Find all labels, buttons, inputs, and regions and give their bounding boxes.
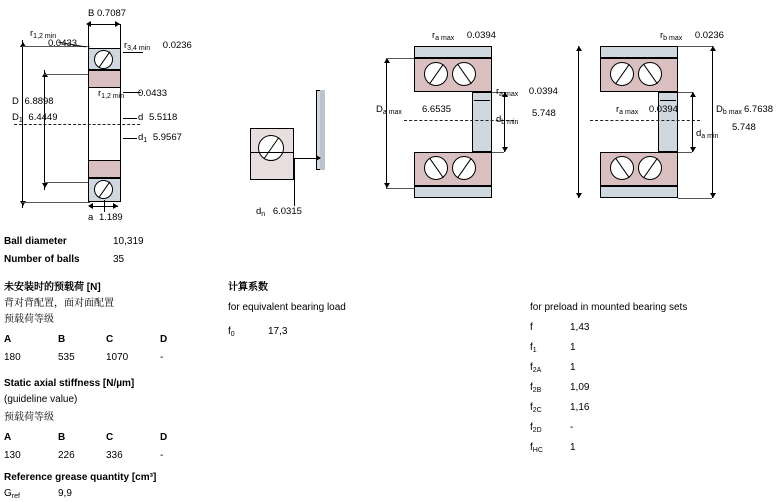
calc-f2B-value: 1,09 [570, 382, 590, 393]
fig3-leader-ra-top [440, 46, 460, 47]
preload-val-D: - [160, 352, 164, 363]
calc-f2A-value: 1 [570, 362, 576, 373]
ext-line-D1 [44, 70, 45, 190]
inner-ring-lower [88, 160, 121, 178]
fig3-label-Da-max: $D_{a max}$ [376, 104, 402, 116]
stiffness-col-B: B [58, 432, 66, 443]
fig4-housing-bottom [600, 186, 678, 198]
fig3-ball-2-slash [457, 64, 472, 84]
stiffness-title: Static axial stiffness [N/µm] [4, 378, 135, 389]
label-r34-min: $r_{3,4 min}$ 0.0236 [124, 40, 192, 52]
calc-f1-value: 1 [570, 342, 576, 353]
label-r12-min-top-value: 0.0433 [48, 38, 78, 49]
calc-f0-value: 17,3 [268, 326, 288, 337]
fig4-ball-4-slash [643, 158, 658, 178]
stiffness-class-label: 预载荷等级 [4, 412, 54, 423]
spec-ball-diameter [4, 236, 67, 247]
fig3-ball-3-slash [429, 158, 444, 178]
stiffness-val-D: - [160, 450, 164, 461]
preload-class-label: 预载荷等级 [4, 314, 54, 325]
preload-title: 未安装时的预载荷 [N] [4, 282, 101, 293]
fig4-witness-Db-top [678, 46, 712, 47]
arrow-a-right [113, 203, 118, 209]
fig4-dim-da [692, 92, 693, 152]
fig3-shaft-block [472, 92, 492, 152]
fig4-ball-3-slash [615, 158, 630, 178]
calc-equivalent-heading: for equivalent bearing load [228, 302, 346, 313]
fig4-witness-da-top [678, 92, 692, 93]
label-B: B 0.7087 [88, 8, 127, 19]
fig4-witness-da-bottom [678, 152, 692, 153]
arrow-D1-bottom [42, 183, 48, 188]
number-of-balls-label: Number of balls [4, 254, 80, 265]
fig3-label-Da-max-value: 6.6535 [422, 104, 452, 115]
fig3-ball-3 [424, 156, 448, 180]
witness-top-d1 [44, 74, 92, 75]
stiffness-val-B: 226 [58, 450, 75, 461]
grease-value: 9,9 [58, 488, 72, 499]
fig4-dim-left [578, 46, 579, 198]
calc-f2D-label: $f_{2D}$ [530, 422, 542, 434]
fig3-label-ra-max-inner: $r_{a max}$ 0.0394 [496, 86, 558, 98]
calc-f0-label: $f_0$ [228, 326, 235, 338]
label-r12-min-inner: $r_{1,2 min}$ [98, 88, 125, 100]
fig4-arrow-left-bottom [576, 193, 582, 198]
stiffness-col-A: A [4, 432, 12, 443]
fig4-center-line [590, 120, 700, 121]
fig4-leader-rb-top [626, 46, 646, 47]
ball-diameter-label: Ball diameter [4, 236, 67, 247]
fig3-witness-Da-bottom [386, 188, 414, 189]
calc-f2C-label: $f_{2C}$ [530, 402, 542, 414]
grease-title: Reference grease quantity [cm³] [4, 472, 157, 483]
preload-val-C: 1070 [106, 352, 129, 363]
stiffness-col-C: C [106, 432, 114, 443]
stiffness-subtitle: (guideline value) [4, 394, 78, 405]
ball-slash-upper [98, 51, 110, 67]
fig3-housing-bottom [414, 186, 492, 198]
ball-diameter-value: 10,319 [113, 236, 144, 247]
fig4-witness-Db-bottom [678, 198, 712, 199]
calc-f1-label: $f_1$ [530, 342, 537, 354]
fig4-shaft-block [658, 92, 678, 152]
witness-bottom-d1 [44, 182, 92, 183]
leader-d1 [123, 138, 137, 139]
ball-upper [94, 50, 113, 69]
fig2-ext-dn [294, 158, 295, 206]
label-r12-min-inner-value: 0.0433 [138, 88, 168, 99]
fig4-ball-4 [638, 156, 662, 180]
fig3-witness-db-bottom [492, 152, 504, 153]
ext-B-right [120, 24, 121, 48]
fig4-ball-3 [610, 156, 634, 180]
label-dn: $d_n$ 6.0315 [256, 206, 302, 218]
fig3-label-ra-max-top: $r_{a max}$ 0.0394 [432, 30, 496, 42]
label-r12-min-top: $r_{1,2 min}$ [30, 28, 57, 40]
number-of-balls-value: 35 [113, 254, 125, 265]
ball-lower [94, 180, 113, 199]
fig4-ball-1 [610, 62, 634, 86]
calc-f2A-label: $f_{2A}$ [530, 362, 542, 374]
preload-col-D: D [160, 334, 168, 345]
label-d1: $d_1$ 5.9567 [138, 132, 182, 144]
fig3-housing-top [414, 46, 492, 58]
fig4-label-rb-max: $r_{b max}$ 0.0236 [660, 30, 724, 42]
label-D1: $D_1$ 6.4449 [12, 112, 58, 124]
calc-f2C-value: 1,16 [570, 402, 590, 413]
stiffness-val-C: 336 [106, 450, 123, 461]
fig3-ball-4-slash [457, 158, 472, 178]
label-D: D 6.8898 [12, 96, 54, 107]
fig3-ball-2 [452, 62, 476, 86]
arrow-a-left [88, 203, 93, 209]
calc-f-value: 1,43 [570, 322, 590, 333]
fig3-label-db-min: $d_{b min}$ [496, 114, 519, 126]
ball-slash-lower [98, 181, 110, 197]
calc-f2B-label: $f_{2B}$ [530, 382, 542, 394]
fig3-label-db-min-value: 5.748 [532, 108, 556, 119]
fig4-ball-2 [638, 62, 662, 86]
leader-d [123, 118, 137, 119]
fig3-ball-1 [424, 62, 448, 86]
fig4-label-da-min: $d_{a min}$ [696, 128, 719, 140]
calc-factors-title: 计算系数 [228, 282, 268, 293]
witness-bottom-outer [22, 202, 90, 203]
stiffness-col-D: D [160, 432, 168, 443]
fig4-housing-top [600, 46, 678, 58]
grease-label: $G_{ref}$ [4, 488, 20, 500]
fig4-ball-1-slash [615, 64, 630, 84]
fig4-label-da-min-value: 5.748 [732, 122, 756, 133]
calc-f2D-value: - [570, 422, 574, 433]
preload-col-C: C [106, 334, 114, 345]
fig3-leader-ra-inner [474, 100, 490, 101]
calc-fHC-value: 1 [570, 442, 576, 453]
preload-col-A: A [4, 334, 12, 345]
fig2-ball-slash [264, 137, 280, 159]
preload-val-B: 535 [58, 352, 75, 363]
calc-preload-heading: for preload in mounted bearing sets [530, 302, 688, 313]
preload-subtitle: 背对背配置，面对面配置 [4, 298, 114, 309]
fig4-leader-ra-inner [660, 100, 676, 101]
preload-val-A: 180 [4, 352, 21, 363]
fig4-arrow-left-top [576, 46, 582, 51]
label-d: d 5.5118 [138, 112, 178, 123]
fig4-label-Db-max: $D_{b max}$ [716, 104, 742, 116]
fig4-ball-2-slash [643, 64, 658, 84]
stiffness-val-A: 130 [4, 450, 21, 461]
preload-col-B: B [58, 334, 66, 345]
calc-f-label: f [530, 322, 533, 333]
fig2-split-line [250, 152, 294, 153]
inner-ring-upper [88, 70, 121, 88]
fig2-arrow-dn [316, 155, 321, 161]
fig3-ball-1-slash [429, 64, 444, 84]
fig3-dim-Da [386, 58, 387, 188]
fig4-label-ra-max: $r_{a max}$ 0.0394 [616, 104, 678, 116]
fig4-dim-Db [712, 46, 713, 198]
fig3-witness-Da-top [386, 58, 414, 59]
label-a: a 1.189 [88, 212, 123, 223]
fig3-ball-4 [452, 156, 476, 180]
fig4-label-Db-max-value: 6.7638 [744, 104, 774, 115]
calc-fHC-label: $f_{HC}$ [530, 442, 543, 454]
fig2-ball [258, 135, 284, 161]
ext-B-left [88, 24, 89, 48]
